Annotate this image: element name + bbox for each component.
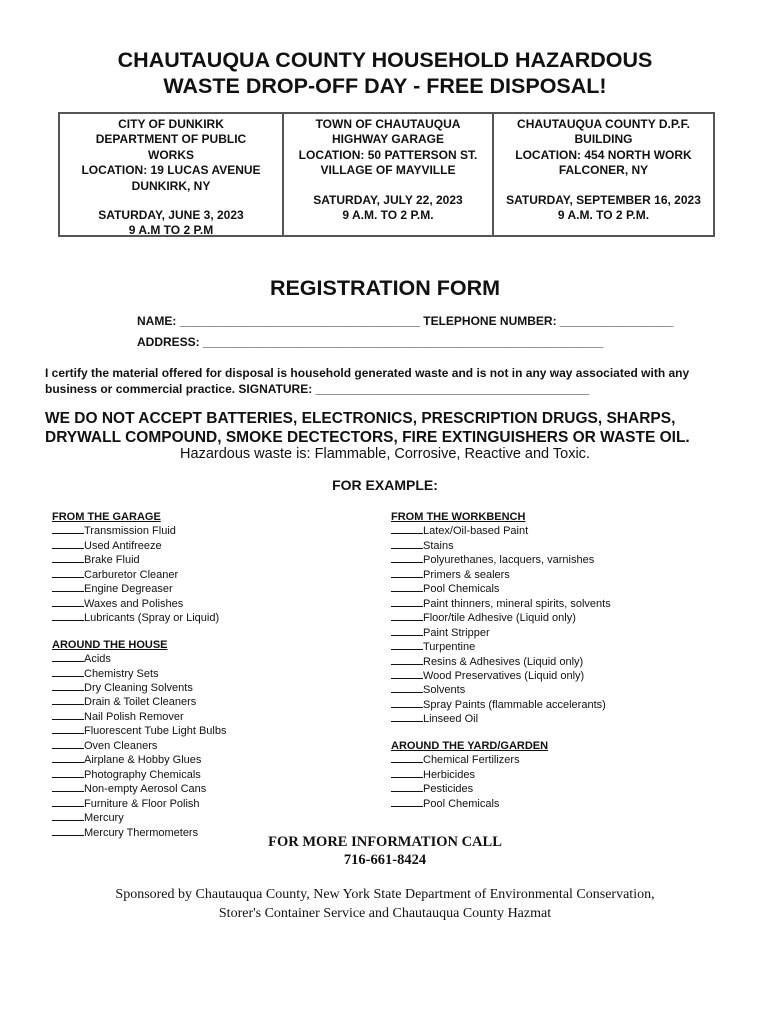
list-item-label: Mercury — [84, 812, 124, 825]
check-blank[interactable] — [391, 611, 423, 621]
list-item-label: Paint Stripper — [423, 626, 490, 639]
location-date: SATURDAY, JUNE 3, 2023 — [98, 208, 244, 223]
location-line: WORKS — [148, 147, 194, 162]
list-item — [391, 712, 611, 726]
check-blank[interactable] — [52, 768, 84, 778]
address-field[interactable]: ADDRESS: ____________________________________________________________ — [137, 335, 604, 349]
list-item — [52, 739, 226, 753]
hazardous-definition: Hazardous waste is: Flammable, Corrosive, Reactive and Toxic. — [180, 446, 590, 462]
certification-statement — [45, 366, 689, 397]
list-item — [391, 768, 611, 782]
location-line: DEPARTMENT OF PUBLIC — [95, 132, 247, 147]
list-item — [52, 553, 226, 567]
check-blank[interactable] — [52, 681, 84, 691]
check-blank[interactable] — [391, 568, 423, 578]
location-line: TOWN OF CHAUTAUQUA — [315, 117, 461, 131]
location-time: 9 A.M. TO 2 P.M. — [342, 208, 434, 223]
location-line: HIGHWAY GARAGE — [331, 132, 445, 147]
examples-heading: FOR EXAMPLE: — [332, 477, 438, 493]
list-item — [391, 539, 611, 553]
list-item-label: Chemistry Sets — [84, 667, 159, 680]
check-blank[interactable] — [52, 524, 84, 534]
check-blank[interactable] — [52, 652, 84, 662]
check-blank[interactable] — [52, 539, 84, 549]
more-info — [0, 833, 770, 869]
list-item-label: Linseed Oil — [423, 713, 479, 726]
list-item — [391, 683, 611, 697]
location-table — [58, 112, 715, 237]
check-blank[interactable] — [52, 695, 84, 705]
location-line: LOCATION: 19 LUCAS AVENUE — [81, 163, 261, 178]
list-item — [52, 667, 226, 681]
list-item — [52, 539, 226, 553]
list-item — [52, 597, 226, 611]
location-date: SATURDAY, JULY 22, 2023 — [313, 192, 463, 207]
list-item-label: Drain & Toilet Cleaners — [84, 696, 197, 709]
list-item — [391, 797, 611, 811]
check-blank[interactable] — [52, 753, 84, 763]
list-item — [391, 698, 611, 712]
check-blank[interactable] — [391, 597, 423, 607]
certify-line-1: I certify the material offered for disposal is household generated waste and is not in any way associated with any — [45, 366, 690, 380]
list-item — [52, 782, 226, 796]
check-blank[interactable] — [52, 553, 84, 563]
check-blank[interactable] — [391, 753, 423, 763]
list-item — [391, 640, 611, 654]
warning-line-2: DRYWALL COMPOUND, SMOKE DECTECTORS, FIRE EXTINGUISHERS OR WASTE OIL. — [45, 429, 690, 446]
list-item-label: Wood Preservatives (Liquid only) — [423, 669, 585, 682]
list-item-label: Polyurethanes, lacquers, varnishes — [423, 554, 595, 567]
list-item — [391, 524, 611, 538]
check-blank[interactable] — [391, 553, 423, 563]
location-date: SATURDAY, SEPTEMBER 16, 2023 — [506, 192, 701, 207]
registration-title: REGISTRATION FORM — [269, 276, 501, 300]
check-blank[interactable] — [52, 782, 84, 792]
list-item-label: Carburetor Cleaner — [84, 568, 179, 581]
house-heading: AROUND THE HOUSE — [52, 638, 168, 651]
list-item-label: Spray Paints (flammable accelerants) — [423, 698, 606, 711]
location-line: VILLAGE OF MAYVILLE — [320, 163, 456, 178]
list-item — [52, 753, 226, 767]
check-blank[interactable] — [391, 524, 423, 534]
list-item — [52, 611, 226, 625]
list-item — [52, 710, 226, 724]
check-blank[interactable] — [52, 811, 84, 821]
check-blank[interactable] — [391, 782, 423, 792]
list-item-label: Lubricants (Spray or Liquid) — [84, 612, 220, 625]
list-item-label: Stains — [423, 539, 454, 552]
location-dunkirk — [60, 114, 282, 238]
check-blank[interactable] — [52, 710, 84, 720]
list-item — [391, 611, 611, 625]
list-item — [52, 811, 226, 825]
yard-heading: AROUND THE YARD/GARDEN — [391, 739, 549, 752]
list-item — [52, 724, 226, 738]
list-item — [52, 681, 226, 695]
workbench-list — [391, 524, 611, 726]
check-blank[interactable] — [391, 669, 423, 679]
location-time: 9 A.M. TO 2 P.M. — [557, 208, 650, 223]
sponsor-line-2: Storer's Container Service and Chautauqua County Hazmat — [218, 905, 552, 921]
list-item-label: Paint thinners, mineral spirits, solvents — [423, 597, 611, 610]
list-item-label: Pool Chemicals — [423, 583, 500, 596]
name-phone-field[interactable]: NAME: ____________________________________ TELEPHONE NUMBER: _________________ — [137, 314, 674, 328]
list-item-label: Airplane & Hobby Glues — [84, 754, 202, 767]
list-item — [52, 652, 226, 666]
check-blank[interactable] — [391, 539, 423, 549]
list-item — [391, 655, 611, 669]
check-blank[interactable] — [391, 626, 423, 636]
list-item-label: Latex/Oil-based Paint — [423, 525, 529, 538]
list-item-label: Brake Fluid — [84, 554, 140, 567]
location-line: CHAUTAUQUA COUNTY D.P.F. — [517, 117, 690, 131]
list-item-label: Used Antifreeze — [84, 539, 162, 552]
signature-field[interactable]: business or commercial practice. SIGNATURE: _________________________________________ — [45, 381, 590, 396]
list-item — [52, 797, 226, 811]
list-item-label: Floor/tile Adhesive (Liquid only) — [423, 612, 576, 625]
check-blank[interactable] — [52, 739, 84, 749]
location-falconer — [492, 114, 713, 235]
location-line: LOCATION: 50 PATTERSON ST. — [298, 147, 478, 162]
list-item-label: Mercury Thermometers — [84, 826, 199, 839]
check-blank[interactable] — [52, 724, 84, 734]
location-line: DUNKIRK, NY — [131, 178, 211, 193]
right-examples-column — [391, 511, 611, 811]
list-item — [391, 669, 611, 683]
location-time: 9 A.M TO 2 P.M — [128, 223, 214, 238]
list-item-label: Nail Polish Remover — [84, 710, 184, 723]
list-item-label: Engine Degreaser — [84, 583, 173, 596]
list-item — [52, 695, 226, 709]
page-title — [0, 47, 770, 99]
list-item-label: Furniture & Floor Polish — [84, 797, 200, 810]
location-line: BUILDING — [574, 132, 633, 147]
list-item-label: Pesticides — [423, 783, 474, 796]
house-list — [52, 652, 226, 840]
list-item-label: Fluorescent Tube Light Bulbs — [84, 725, 227, 738]
warning-line-1: WE DO NOT ACCEPT BATTERIES, ELECTRONICS, PRESCRIPTION DRUGS, SHARPS, — [45, 410, 676, 427]
check-blank[interactable] — [391, 768, 423, 778]
sponsor-statement — [0, 886, 770, 923]
list-item-label: Resins & Adhesives (Liquid only) — [423, 655, 584, 668]
list-item — [52, 524, 226, 538]
list-item-label: Transmission Fluid — [84, 525, 176, 538]
yard-list — [391, 753, 611, 811]
workbench-heading: FROM THE WORKBENCH — [391, 511, 526, 523]
list-item — [52, 768, 226, 782]
list-item-label: Oven Cleaners — [84, 739, 158, 752]
check-blank[interactable] — [52, 797, 84, 807]
check-blank[interactable] — [391, 582, 423, 592]
not-accepted-warning — [45, 409, 690, 447]
list-item-label: Primers & sealers — [423, 568, 510, 581]
check-blank[interactable] — [391, 655, 423, 665]
list-item-label: Solvents — [423, 684, 466, 697]
check-blank[interactable] — [391, 683, 423, 693]
sponsor-line-1: Sponsored by Chautauqua County, New York State Department of Environmental Conservation, — [115, 887, 655, 902]
info-phone: 716-661-8424 — [343, 852, 427, 868]
list-item — [391, 553, 611, 567]
location-line: LOCATION: 454 NORTH WORK — [515, 147, 692, 162]
list-item-label: Herbicides — [423, 768, 475, 781]
list-item — [391, 582, 611, 596]
check-blank[interactable] — [52, 667, 84, 677]
location-line: CITY OF DUNKIRK — [118, 117, 224, 131]
title-line-2: WASTE DROP-OFF DAY - FREE DISPOSAL! — [163, 74, 607, 98]
list-item — [391, 568, 611, 582]
location-chautauqua — [282, 114, 492, 235]
list-item — [391, 626, 611, 640]
location-line: FALCONER, NY — [558, 163, 649, 178]
check-blank[interactable] — [391, 698, 423, 708]
garage-list — [52, 524, 226, 625]
left-examples-column — [52, 511, 226, 840]
check-blank[interactable] — [391, 797, 423, 807]
check-blank[interactable] — [52, 597, 84, 607]
list-item — [52, 582, 226, 596]
list-item-label: Dry Cleaning Solvents — [84, 681, 193, 694]
check-blank[interactable] — [52, 582, 84, 592]
check-blank[interactable] — [52, 568, 84, 578]
list-item-label: Photography Chemicals — [84, 768, 201, 781]
list-item-label: Waxes and Polishes — [84, 597, 184, 610]
list-item — [391, 753, 611, 767]
title-line-1: CHAUTAUQUA COUNTY HOUSEHOLD HAZARDOUS — [117, 48, 653, 72]
list-item-label: Non-empty Aerosol Cans — [84, 783, 207, 796]
list-item-label: Pool Chemicals — [423, 797, 500, 810]
list-item — [391, 597, 611, 611]
check-blank[interactable] — [391, 640, 423, 650]
list-item-label: Acids — [84, 653, 111, 666]
garage-heading: FROM THE GARAGE — [52, 511, 161, 523]
info-line: FOR MORE INFORMATION CALL — [268, 834, 502, 850]
check-blank[interactable] — [52, 611, 84, 621]
list-item — [52, 568, 226, 582]
list-item-label: Turpentine — [423, 641, 476, 654]
check-blank[interactable] — [391, 712, 423, 722]
list-item — [391, 782, 611, 796]
list-item-label: Chemical Fertilizers — [423, 754, 520, 767]
